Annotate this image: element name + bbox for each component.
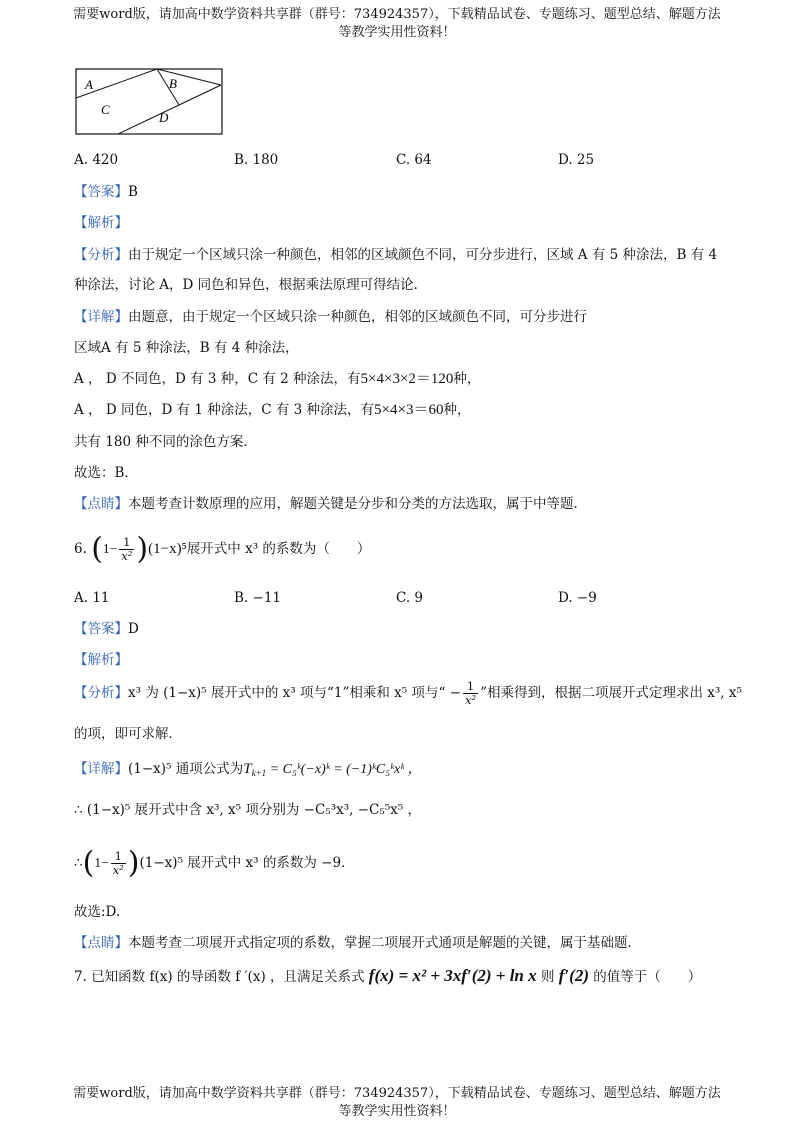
dianjing-tag: 【点睛】 [74, 935, 128, 951]
frac-den: x² [121, 549, 133, 563]
case-1-math: 5×4×3×2＝120 [360, 371, 454, 387]
q6-dianjing [74, 933, 641, 953]
q5-case-1 [74, 369, 480, 389]
frac-den: x² [112, 863, 124, 877]
q5-choose: 故选：B． [74, 465, 138, 481]
q6-xiangjie-line-1 [74, 759, 422, 783]
figure-label-b: B [169, 76, 177, 91]
fenxi-text: 由于规定一个区域只涂一种颜色，相邻的区域颜色不同，可分步进行，区域 A 有 5 种涂法，B 有 4 [128, 247, 718, 263]
therefore-icon: ∴ [74, 855, 83, 871]
xiangjie-text-a: (1−x)⁵ 通项公式为 [128, 761, 244, 777]
figure-label-d: D [159, 110, 169, 125]
case-2-end: 种， [443, 402, 471, 418]
answer-value: D [128, 621, 139, 637]
q6-option-a: A. 11 [74, 590, 110, 606]
q7-stem [74, 966, 701, 987]
q7-formula-2: f′(2) [558, 966, 589, 985]
header-line-1: 需要word版，请加高中数学资料共享群（群号：734924357），下载精品试卷、专题练习、题型总结、解题方法 [73, 7, 721, 22]
q5-answer [74, 182, 138, 202]
q6-number: 6. [74, 541, 87, 557]
fenxi-text-a: x³ 为 (1−x)⁵ 展开式中的 x³ 项与“1”相乘和 x⁵ 项与“ − [128, 685, 461, 701]
analysis-tag: 【解析】 [74, 652, 128, 668]
analysis-tag: 【解析】 [74, 215, 128, 231]
fenxi-fraction [463, 680, 478, 707]
q5-option-d: D. 25 [558, 152, 595, 168]
q7-text-1: 已知函数 f(x) 的导函数 f ′(x) ，且满足关系式 [91, 969, 365, 985]
q5-analysis-tag [74, 213, 128, 233]
q6-option-b: B. −11 [234, 590, 281, 606]
q6-option-d: D. −9 [558, 590, 597, 606]
q5-option-c: C. 64 [396, 152, 432, 168]
right-paren-icon: ) [127, 845, 140, 881]
q5-option-b: B. 180 [234, 152, 279, 168]
case-2-math: 5×4×3＝60 [374, 402, 444, 418]
q6-binomial: (1−x)⁵ [148, 541, 187, 557]
right-paren-icon: ) [136, 531, 149, 567]
xiangjie-t-sub: k+1 [251, 768, 267, 778]
case-1-text: A ， D 不同色，D 有 3 种，C 有 2 种涂法，有 [74, 371, 361, 387]
header-line-2: 等教学实用性资料！ [338, 25, 456, 40]
figure-label-c: C [101, 102, 110, 117]
footer-line-2: 等教学实用性资料！ [338, 1104, 456, 1119]
xiangjie-t: T [243, 761, 252, 777]
q5-fenxi-line-2: 种涂法，讨论 A，D 同色和异色，根据乘法原理可得结论． [74, 277, 428, 293]
line3-text: (1−x)⁵ 展开式中 x³ 的系数为 −9． [139, 855, 355, 871]
figure-label-a: A [85, 77, 93, 92]
q7-text-2: 则 [540, 969, 555, 985]
case-2-text: A ， D 同色，D 有 1 种涂法，C 有 3 种涂法，有 [74, 402, 375, 418]
fenxi-tag: 【分析】 [74, 247, 128, 263]
region-figure [75, 68, 225, 136]
frac-num: 1 [463, 680, 478, 694]
q5-case-2 [74, 400, 470, 420]
q6-xiangjie-line-2: ∴ (1−x)⁵ 展开式中含 x³, x⁵ 项分别为 −C₅³x³, −C₅⁵x⁵ ， [74, 802, 421, 818]
case-1-end: 种， [453, 371, 481, 387]
dianjing-text: 本题考查计数原理的应用，解题关键是分步和分类的方法选取，属于中等题． [128, 496, 587, 512]
q7-text-3: 的值等于（ ） [593, 969, 702, 985]
q6-stem-end: 展开式中 x³ 的系数为（ ） [186, 541, 371, 557]
q6-one-minus: 1− [102, 541, 118, 556]
frac-num: 1 [119, 536, 134, 550]
xiangjie-formula: = C₅ᵏ(−x)ᵏ = (−1)ᵏC₅ᵏxᵏ ， [266, 762, 422, 777]
q6-one-minus: 1− [94, 855, 109, 870]
page-header [0, 6, 794, 42]
q6-fenxi-line-1 [74, 680, 742, 710]
q6-fenxi-line-2: 的项，即可求解． [74, 726, 182, 742]
answer-value: B [128, 184, 138, 200]
q6-choose: 故选:D. [74, 904, 121, 920]
dianjing-text: 本题考查二项展开式指定项的系数，掌握二项展开式通项是解题的关键，属于基础题． [128, 935, 641, 951]
q6-answer [74, 619, 139, 639]
q6-option-c: C. 9 [396, 590, 424, 606]
q6-xiangjie-line-3 [74, 845, 355, 882]
answer-tag: 【答案】 [74, 184, 128, 200]
q5-region-line: 区域A 有 5 种涂法，B 有 4 种涂法， [74, 340, 299, 356]
footer-line-1: 需要word版，请加高中数学资料共享群（群号：734924357），下载精品试卷、专题练习、题型总结、解题方法 [73, 1086, 721, 1101]
answer-tag: 【答案】 [74, 621, 128, 637]
q7-number: 7. [74, 969, 87, 985]
fenxi-tag: 【分析】 [74, 685, 128, 701]
xiangjie-tag: 【详解】 [74, 761, 128, 777]
left-paren-icon: ( [82, 845, 95, 881]
q5-fenxi-line-1 [74, 245, 717, 265]
q6-analysis-tag [74, 650, 128, 670]
left-paren-icon: ( [91, 531, 103, 567]
frac-num: 1 [111, 850, 126, 864]
q6-fraction [119, 536, 134, 563]
fenxi-text-b: ”相乘得到，根据二项展开式定理求出 x³, x⁵ [480, 685, 742, 701]
xiangjie-text: 由题意，由于规定一个区域只涂一种颜色，相邻的区域颜色不同，可分步进行 [128, 309, 587, 325]
line3-fraction [111, 850, 126, 877]
q5-xiangjie-line-1 [74, 307, 587, 327]
q5-dianjing [74, 494, 587, 514]
dianjing-tag: 【点睛】 [74, 496, 128, 512]
frac-den: x² [464, 693, 477, 707]
page-footer [0, 1085, 794, 1121]
q7-formula: f(x) = x² + 3xf′(2) + ln x [368, 966, 537, 985]
q5-total: 共有 180 种不同的涂色方案． [74, 434, 257, 450]
q6-stem [74, 531, 371, 568]
q5-option-a: A. 420 [74, 152, 119, 168]
xiangjie-tag: 【详解】 [74, 309, 128, 325]
